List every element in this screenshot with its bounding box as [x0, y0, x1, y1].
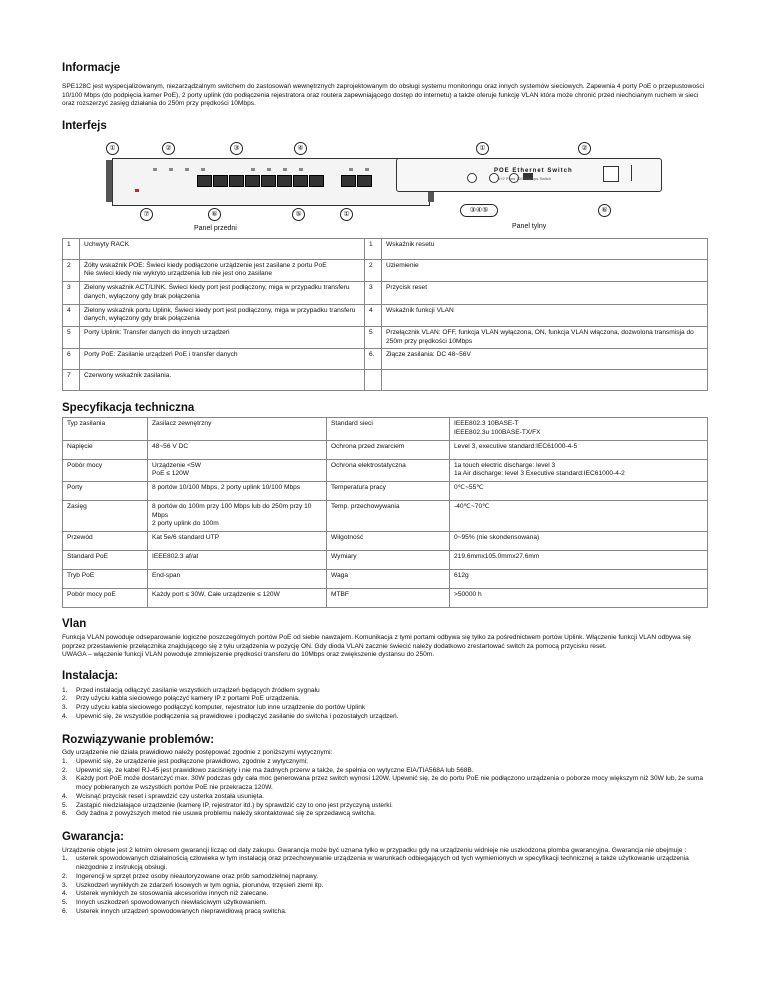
spec-key: Napięcie	[63, 440, 148, 459]
back-item-description: Wskaźnik resetu	[382, 238, 708, 259]
uplink-port	[341, 175, 356, 187]
poe-led	[169, 168, 173, 171]
callout-front-4: ④	[294, 142, 307, 155]
list-item	[62, 713, 708, 722]
back-item-number: 2	[365, 259, 382, 281]
troubleshoot-list	[62, 758, 708, 819]
list-item	[62, 775, 708, 792]
list-item	[62, 810, 708, 819]
list-item-text: Uszkodzeń wynikłych ze zdarzeń losowych w tym ognia, piorunów, trzęsień ziemi itp.	[76, 881, 324, 889]
front-item-number: 4	[63, 304, 80, 326]
spec-key: Standard PoE	[63, 551, 148, 570]
spec-key: Porty	[63, 481, 148, 500]
list-item-text: Przed instalacją odłączyć zasilanie wszystkich urządzeń będących źródłem sygnału	[76, 686, 320, 694]
back-item-description	[382, 370, 708, 391]
list-item-number: 2.	[62, 872, 68, 880]
front-item-description: Żółty wskaźnik POE: Świeci kiedy podłączone urządzenie jest zasilane z portu PoE Nie świeci kiedy nie wykryto urządzenia lub nie jest ono zasilane	[80, 259, 365, 281]
spec-value: IEEE802.3 af/at	[148, 551, 327, 570]
reset-indicator	[467, 173, 477, 183]
front-item-number: 5	[63, 326, 80, 348]
front-item-number: 2	[63, 259, 80, 281]
back-item-number: 4	[365, 304, 382, 326]
callout-front-3: ③	[230, 142, 243, 155]
spec-value: IEEE802.3 10BASE-T IEEE802.3u 100BASE-TX/FX	[450, 418, 708, 440]
uplink-led	[365, 168, 369, 171]
spec-row	[63, 459, 708, 481]
spec-value: 1a touch electric discharge: level 3 1a Air discharge: level 3 Executive standard:IEC61000-4-2	[450, 459, 708, 481]
front-item-number: 3	[63, 282, 80, 304]
back-item-number: 5	[365, 326, 382, 348]
back-item-description: Przełącznik VLAN: OFF, funkcja VLAN wyłączona, ON, funkcja VLAN włączona, dozwolona transmisja do 250m przy prędkości 10Mbps	[382, 326, 708, 348]
spec-key: Pobór mocy poE	[63, 589, 148, 608]
interface-row	[63, 370, 708, 391]
list-item-number: 4.	[62, 712, 68, 720]
front-item-description: Zielony wskaźnik portu Uplink, Świeci kiedy port jest podłączony, miga w przypadku transferu danych, wyłączony gdy brak połączenia	[80, 304, 365, 326]
list-item-number: 2.	[62, 766, 68, 774]
list-item-text: Usterek wynikłych ze stosowania akcesoriów innych niż zalecane.	[76, 890, 269, 898]
list-item	[62, 899, 708, 908]
list-item-number: 4.	[62, 792, 68, 800]
front-item-description: Porty PoE: Zasilanie urządzeń PoE i transfer danych	[80, 349, 365, 370]
uplink-port	[357, 175, 372, 187]
warranty-heading: Gwarancja:	[62, 830, 124, 843]
back-item-description: Przycisk reset	[382, 282, 708, 304]
list-item-number: 6.	[62, 907, 68, 915]
spec-key: Wymiary	[327, 551, 450, 570]
poe-led	[153, 168, 157, 171]
front-panel-label: Panel przedni	[194, 224, 237, 232]
list-item-number: 1.	[62, 855, 68, 863]
back-item-number	[365, 370, 382, 391]
front-item-number: 7	[63, 370, 80, 391]
poe-port	[213, 175, 228, 187]
list-item-number: 5.	[62, 801, 68, 809]
callout-back-2: ②	[578, 142, 591, 155]
back-device-title: POE Ethernet Switch	[494, 167, 573, 174]
list-item	[62, 855, 708, 872]
front-item-description: Zielony wskaźnik ACT/LINK. Świeci kiedy port jest podłączony, miga w przypadku transferu danych, wyłączony gdy brak połączenia	[80, 282, 365, 304]
list-item	[62, 704, 708, 713]
interface-row	[63, 238, 708, 259]
spec-key: Wilgotność	[327, 532, 450, 551]
list-item-text: Gdy żadna z powyższych metod nie usuwa problemu należy skontaktować się ze sprzedawcą switcha.	[76, 810, 376, 818]
spec-value: 8 portów 10/100 Mbps, 2 porty uplink 10/100 Mbps	[148, 481, 327, 500]
spec-key: Ochrona przed zwarciem	[327, 440, 450, 459]
back-item-number: 3	[365, 282, 382, 304]
list-item-text: Ingerencji w sprzęt przez osoby nieautoryzowane oraz prób samodzielnej naprawy.	[76, 872, 319, 880]
spec-value: 8 portów do 100m przy 100 Mbps lub do 250m przy 10 Mbps 2 porty uplink do 100m	[148, 500, 327, 531]
callout-front-5: ⑤	[292, 208, 305, 221]
spec-value: 0~95% (nie skondensowana)	[450, 532, 708, 551]
list-item-text: Każdy port PoE może dostarczyć max. 30W podczas gdy cała moc generowana przez switch wynosi 120W. Upewnić się, że do portu PoE nie podłączono urządzenia o poborze mocy większym niż 30W lub, że suma mocy pobieranych ze wszystkich portów PoE nie przekracza 120W.	[76, 775, 704, 792]
info-paragraph: SPE128C jest wyspecjalizowanym, niezarządzalnym switchem do zastosowań wewnętrznych zaprojektowanym do obsługi systemu monitoringu oraz innych systemów sieciowych. Zapewnia 4 porty PoE o przepustowości 10/100 Mbps (do podpięcia kamer PoE), 2 porty uplink (do podłączenia rejestratora oraz routera zapewniającego dostęp do internetu) a także oferuje funkcję VLAN która może chronić przed niechcianym ruchem w sieci oraz rozszerzyć zasięg działania do 250m przy prędkości 10Mbps.	[62, 82, 705, 108]
spec-key: Przewód	[63, 532, 148, 551]
install-heading: Instalacja:	[62, 669, 119, 682]
info-heading: Informacje	[62, 62, 121, 74]
ground-post	[631, 165, 632, 181]
list-item-text: Upewnić się, że kabel RJ-45 jest prawidłowo zaciśnięty i nie ma żadnych przerw a także, że spełnia on wytyczne EIA/TIA568A lub 568B.	[76, 766, 474, 774]
callout-back-1: ①	[476, 142, 489, 155]
back-item-description: Uziemienie	[382, 259, 708, 281]
list-item-text: Upewnić się, że urządzenie jest podłączone prawidłowo, zgodnie z wytycznymi;	[76, 758, 308, 766]
list-item	[62, 767, 708, 776]
spec-key: Waga	[327, 570, 450, 589]
spec-value: End-span	[148, 570, 327, 589]
list-item-number: 2.	[62, 695, 68, 703]
list-item-text: Upewnić się, że wszystkie podłączenia są prawidłowe i podłączyć zasilanie do switcha i pozostałych urządzeń.	[76, 712, 399, 720]
spec-key: MTBF	[327, 589, 450, 608]
spec-value: Kat 5e/6 standard UTP	[148, 532, 327, 551]
front-item-description: Uchwyty RACK	[80, 238, 365, 259]
document-page	[62, 62, 708, 916]
spec-value: Zasilacz zewnętrzny	[148, 418, 327, 440]
interface-row	[63, 326, 708, 348]
spec-value: -40℃~70℃	[450, 500, 708, 531]
spec-row	[63, 481, 708, 500]
power-led	[135, 189, 139, 192]
callout-front-7: ⑦	[140, 208, 153, 221]
front-item-number: 6	[63, 349, 80, 370]
spec-row	[63, 418, 708, 440]
vlan-note: UWAGA – włączenie funkcji VLAN powoduje zmniejszenie prędkości transferu do 10Mbps oraz zwiększenie dystansu do 250m.	[62, 651, 435, 659]
spec-key: Zasięg	[63, 500, 148, 531]
list-item-text: Zastąpić niedziałające urządzenie (kamerę IP, rejestrator itd.) by sprawdzić czy to ono jest przyczyną usterki.	[76, 801, 393, 809]
spec-key: Typ zasilania	[63, 418, 148, 440]
spec-key: Pobór mocy	[63, 459, 148, 481]
spec-key: Tryb PoE	[63, 570, 148, 589]
back-item-number: 1	[365, 238, 382, 259]
troubleshoot-intro: Gdy urządzenie nie działa prawidłowo należy postępować zgodnie z poniższymi wytycznymi:	[62, 749, 333, 757]
interface-row	[63, 349, 708, 370]
spec-key: Temperatura pracy	[327, 481, 450, 500]
spec-value: Każdy port ≤ 30W, Całe urządzenie ≤ 120W	[148, 589, 327, 608]
warranty-list	[62, 855, 708, 916]
spec-value: 219.6mmx105.0mmx27.6mm	[450, 551, 708, 570]
list-item-text: Innych uszkodzeń spowodowanych niewłaściwym użytkowaniem.	[76, 899, 267, 906]
list-item	[62, 802, 708, 811]
spec-key: Temp. przechowywania	[327, 500, 450, 531]
list-item-number: 3.	[62, 881, 68, 889]
callout-front-2: ②	[162, 142, 175, 155]
spec-value: Level 3, executive standard:IEC61000-4-5	[450, 440, 708, 459]
dc-power-jack	[603, 166, 619, 182]
front-item-description: Czerwony wskaźnik zasilania.	[80, 370, 365, 391]
front-panel-illustration	[112, 158, 430, 206]
list-item-text: Przy użyciu kabla sieciowego połączyć kamery IP z portami PoE urządzenia.	[76, 695, 300, 703]
poe-port	[309, 175, 324, 187]
install-list	[62, 687, 708, 722]
callout-front-1b: ①	[340, 208, 353, 221]
back-item-description: Wskaźnik funkcji VLAN	[382, 304, 708, 326]
spec-key: Ochrona elektrostatyczna	[327, 459, 450, 481]
list-item-number: 3.	[62, 704, 68, 712]
list-item	[62, 873, 708, 882]
callout-front-6: ⑥	[208, 208, 221, 221]
list-item-text: usterek spowodowanych działalnością człowieka w tym instalacją oraz przechowywanie urządzenia w warunkach odbiegających od tych wymienionych w specyfikacji technicznej a także użytkowanie urządzenia niezgodnie z instrukcją obsługi.	[76, 855, 689, 872]
poe-led	[185, 168, 189, 171]
link-led	[267, 168, 271, 171]
device-diagram	[62, 140, 708, 236]
list-item-number: 1.	[62, 758, 68, 766]
list-item	[62, 890, 708, 899]
interface-row	[63, 304, 708, 326]
list-item-number: 3.	[62, 775, 68, 783]
list-item-text: Usterek innych urządzeń spowodowanych nieprawidłową pracą switcha.	[76, 907, 287, 915]
poe-led	[201, 168, 205, 171]
back-panel-label: Panel tylny	[512, 222, 547, 230]
back-item-description: Złącze zasilania: DC 48~56V	[382, 349, 708, 370]
spec-value: >50000 h	[450, 589, 708, 608]
callout-front-1: ①	[106, 142, 119, 155]
interface-table	[62, 238, 708, 392]
spec-key: Standard sieci	[327, 418, 450, 440]
spec-row	[63, 589, 708, 608]
spec-value: Urządzenie <5W PoE ≤ 120W	[148, 459, 327, 481]
front-item-description: Porty Uplink: Transfer danych do innych urządzeń	[80, 326, 365, 348]
poe-port	[261, 175, 276, 187]
interface-heading: Interfejs	[62, 119, 107, 132]
link-led	[299, 168, 303, 171]
troubleshoot-heading: Rozwiązywanie problemów:	[62, 733, 215, 746]
list-item	[62, 793, 708, 802]
list-item	[62, 908, 708, 917]
poe-port	[229, 175, 244, 187]
vlan-paragraph: Funkcja VLAN powoduje odseparowanie logiczne poszczególnych portów PoE od siebie nawzajem. Komunikacja z tymi portami odbywa się tylko za pośrednictwem portów Uplink. Włączenie funkcji VLAN odbywa się poprzez przestawienie przełącznika znajdującego się z tyłu urządzenia w pozycję ON. Gdy dioda VLAN zacznie świecić należy dodatkowo zrestartować switch za pomocą przycisku reset.	[62, 633, 691, 650]
back-item-number: 6.	[365, 349, 382, 370]
link-led	[251, 168, 255, 171]
link-led	[283, 168, 287, 171]
spec-row	[63, 551, 708, 570]
list-item-number: 6.	[62, 810, 68, 818]
callout-back-345: ③④⑤	[460, 204, 498, 217]
list-item	[62, 687, 708, 696]
spec-heading: Specyfikacja techniczna	[62, 402, 195, 415]
uplink-led	[349, 168, 353, 171]
list-item-text: Przy użyciu kabla sieciowego podłączyć komputer, rejestrator lub inne urządzenie do portów Uplink	[76, 704, 366, 712]
poe-port	[197, 175, 212, 187]
spec-row	[63, 532, 708, 551]
spec-row	[63, 440, 708, 459]
list-item-text: Wcisnąć przycisk reset i sprawdzić czy usterka została usunięta.	[76, 792, 264, 800]
list-item-number: 1.	[62, 686, 68, 694]
interface-row	[63, 259, 708, 281]
list-item	[62, 882, 708, 891]
interface-row	[63, 282, 708, 304]
warranty-intro: Urządzenie objęte jest 2 letnim okresem gwarancji licząc od daty zakupu. Gwarancja może być uznana tylko w przypadku gdy na urządzeniu widnieje nie uszkodzona plomba gwarancyjna. Gwarancja nie obejmuje :	[62, 846, 687, 854]
list-item	[62, 758, 708, 767]
spec-table	[62, 417, 708, 608]
list-item-number: 5.	[62, 899, 68, 906]
front-item-number: 1	[63, 238, 80, 259]
spec-value: 0℃~55℃	[450, 481, 708, 500]
callout-back-6: ⑥	[598, 204, 611, 217]
back-device-subtitle: 4+2 Ports 10/100Mbps Switch	[498, 175, 552, 181]
poe-port	[245, 175, 260, 187]
list-item-number: 4.	[62, 890, 68, 898]
poe-port	[293, 175, 308, 187]
list-item	[62, 695, 708, 704]
spec-row	[63, 570, 708, 589]
spec-value: 612g	[450, 570, 708, 589]
spec-row	[63, 500, 708, 531]
vlan-heading: Vlan	[62, 618, 87, 631]
poe-port	[277, 175, 292, 187]
spec-value: 48~56 V DC	[148, 440, 327, 459]
